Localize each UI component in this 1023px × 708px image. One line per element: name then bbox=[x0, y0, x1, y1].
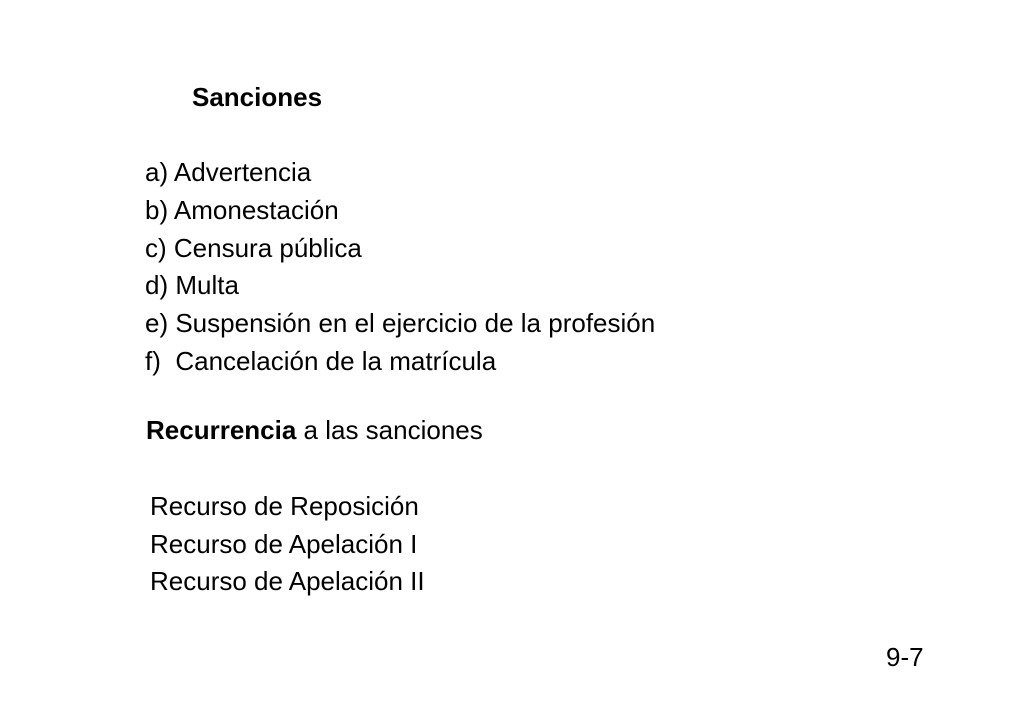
recurso-item: Recurso de Reposición bbox=[150, 491, 419, 521]
sanction-item: d) Multa bbox=[145, 270, 239, 301]
sanctions-list bbox=[145, 154, 655, 381]
sanction-item: e) Suspensión en el ejercicio de la profesión bbox=[145, 308, 656, 339]
recurso-item: Recurso de Apelación II bbox=[150, 566, 425, 596]
sanction-item: a) Advertencia bbox=[145, 157, 312, 187]
slide-title: Sanciones bbox=[192, 82, 323, 112]
recurso-item: Recurso de Apelación I bbox=[150, 528, 418, 559]
recursos-list bbox=[150, 488, 425, 601]
recurrence-rest-text: a las sanciones bbox=[296, 415, 483, 445]
recurrence-heading bbox=[146, 413, 483, 447]
sanction-item: c) Censura pública bbox=[145, 232, 362, 263]
sanction-item: b) Amonestación bbox=[145, 194, 339, 225]
page-number: 9-7 bbox=[886, 642, 924, 672]
recurrence-bold-text: Recurrencia bbox=[146, 415, 297, 445]
sanction-item: f) Cancelación de la matrícula bbox=[145, 345, 497, 376]
